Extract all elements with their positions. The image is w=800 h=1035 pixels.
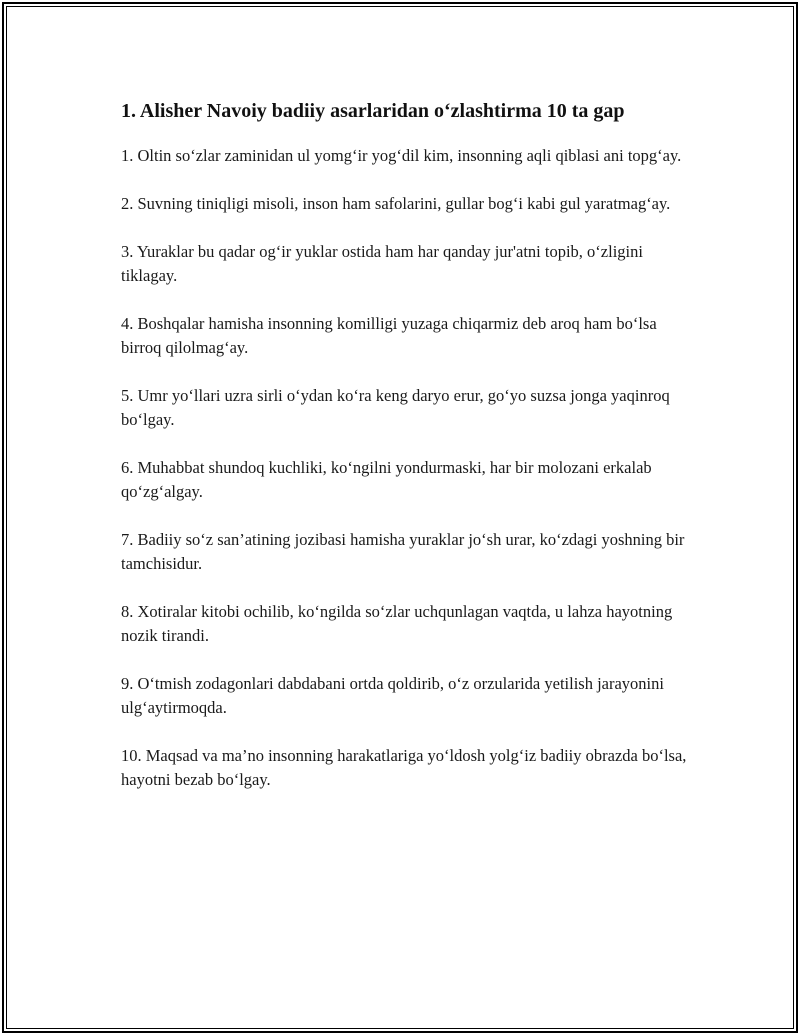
sentence-2: 2. Suvning tiniqligi misoli, inson ham safolarini, gullar bog‘i kabi gul yaratmag‘ay.	[121, 194, 671, 213]
sentence-list	[121, 144, 691, 792]
sentence-1: 1. Oltin so‘zlar zaminidan ul yomg‘ir yog‘dil kim, insonning aqli qiblasi ani topg‘ay.	[121, 146, 682, 165]
sentence-9: 9. O‘tmish zodagonlari dabdabani ortda qoldirib, o‘z orzularida yetilish jarayonini ulg‘aytirmoqda.	[121, 674, 664, 717]
sentence-5: 5. Umr yo‘llari uzra sirli o‘ydan ko‘ra keng daryo erur, go‘yo suzsa jonga yaqinroq bo‘lgay.	[121, 386, 670, 429]
page-frame	[2, 2, 798, 1033]
sentence-4: 4. Boshqalar hamisha insonning komilligi yuzaga chiqarmiz deb aroq ham bo‘lsa birroq qilolmag‘ay.	[121, 314, 657, 357]
document-body	[121, 98, 691, 816]
sentence-8: 8. Xotiralar kitobi ochilib, ko‘ngilda so‘zlar uchqunlagan vaqtda, u lahza hayotning nozik tirandi.	[121, 602, 673, 645]
sentence-6: 6. Muhabbat shundoq kuchliki, ko‘ngilni yondurmaski, har bir molozani erkalab qo‘zg‘algay.	[121, 458, 652, 501]
sentence-7: 7. Badiiy so‘z san’atining jozibasi hamisha yuraklar jo‘sh urar, ko‘zdagi yoshning bir tamchisidur.	[121, 530, 685, 573]
sentence-10: 10. Maqsad va ma’no insonning harakatlariga yo‘ldosh yolg‘iz badiiy obrazda bo‘lsa, hayotni bezab bo‘lgay.	[121, 746, 687, 789]
document-title: 1. Alisher Navoiy badiiy asarlaridan o‘zlashtirma 10 ta gap	[121, 100, 625, 122]
sentence-3: 3. Yuraklar bu qadar og‘ir yuklar ostida ham har qanday jur'atni topib, o‘zligini tiklagay.	[121, 242, 643, 285]
